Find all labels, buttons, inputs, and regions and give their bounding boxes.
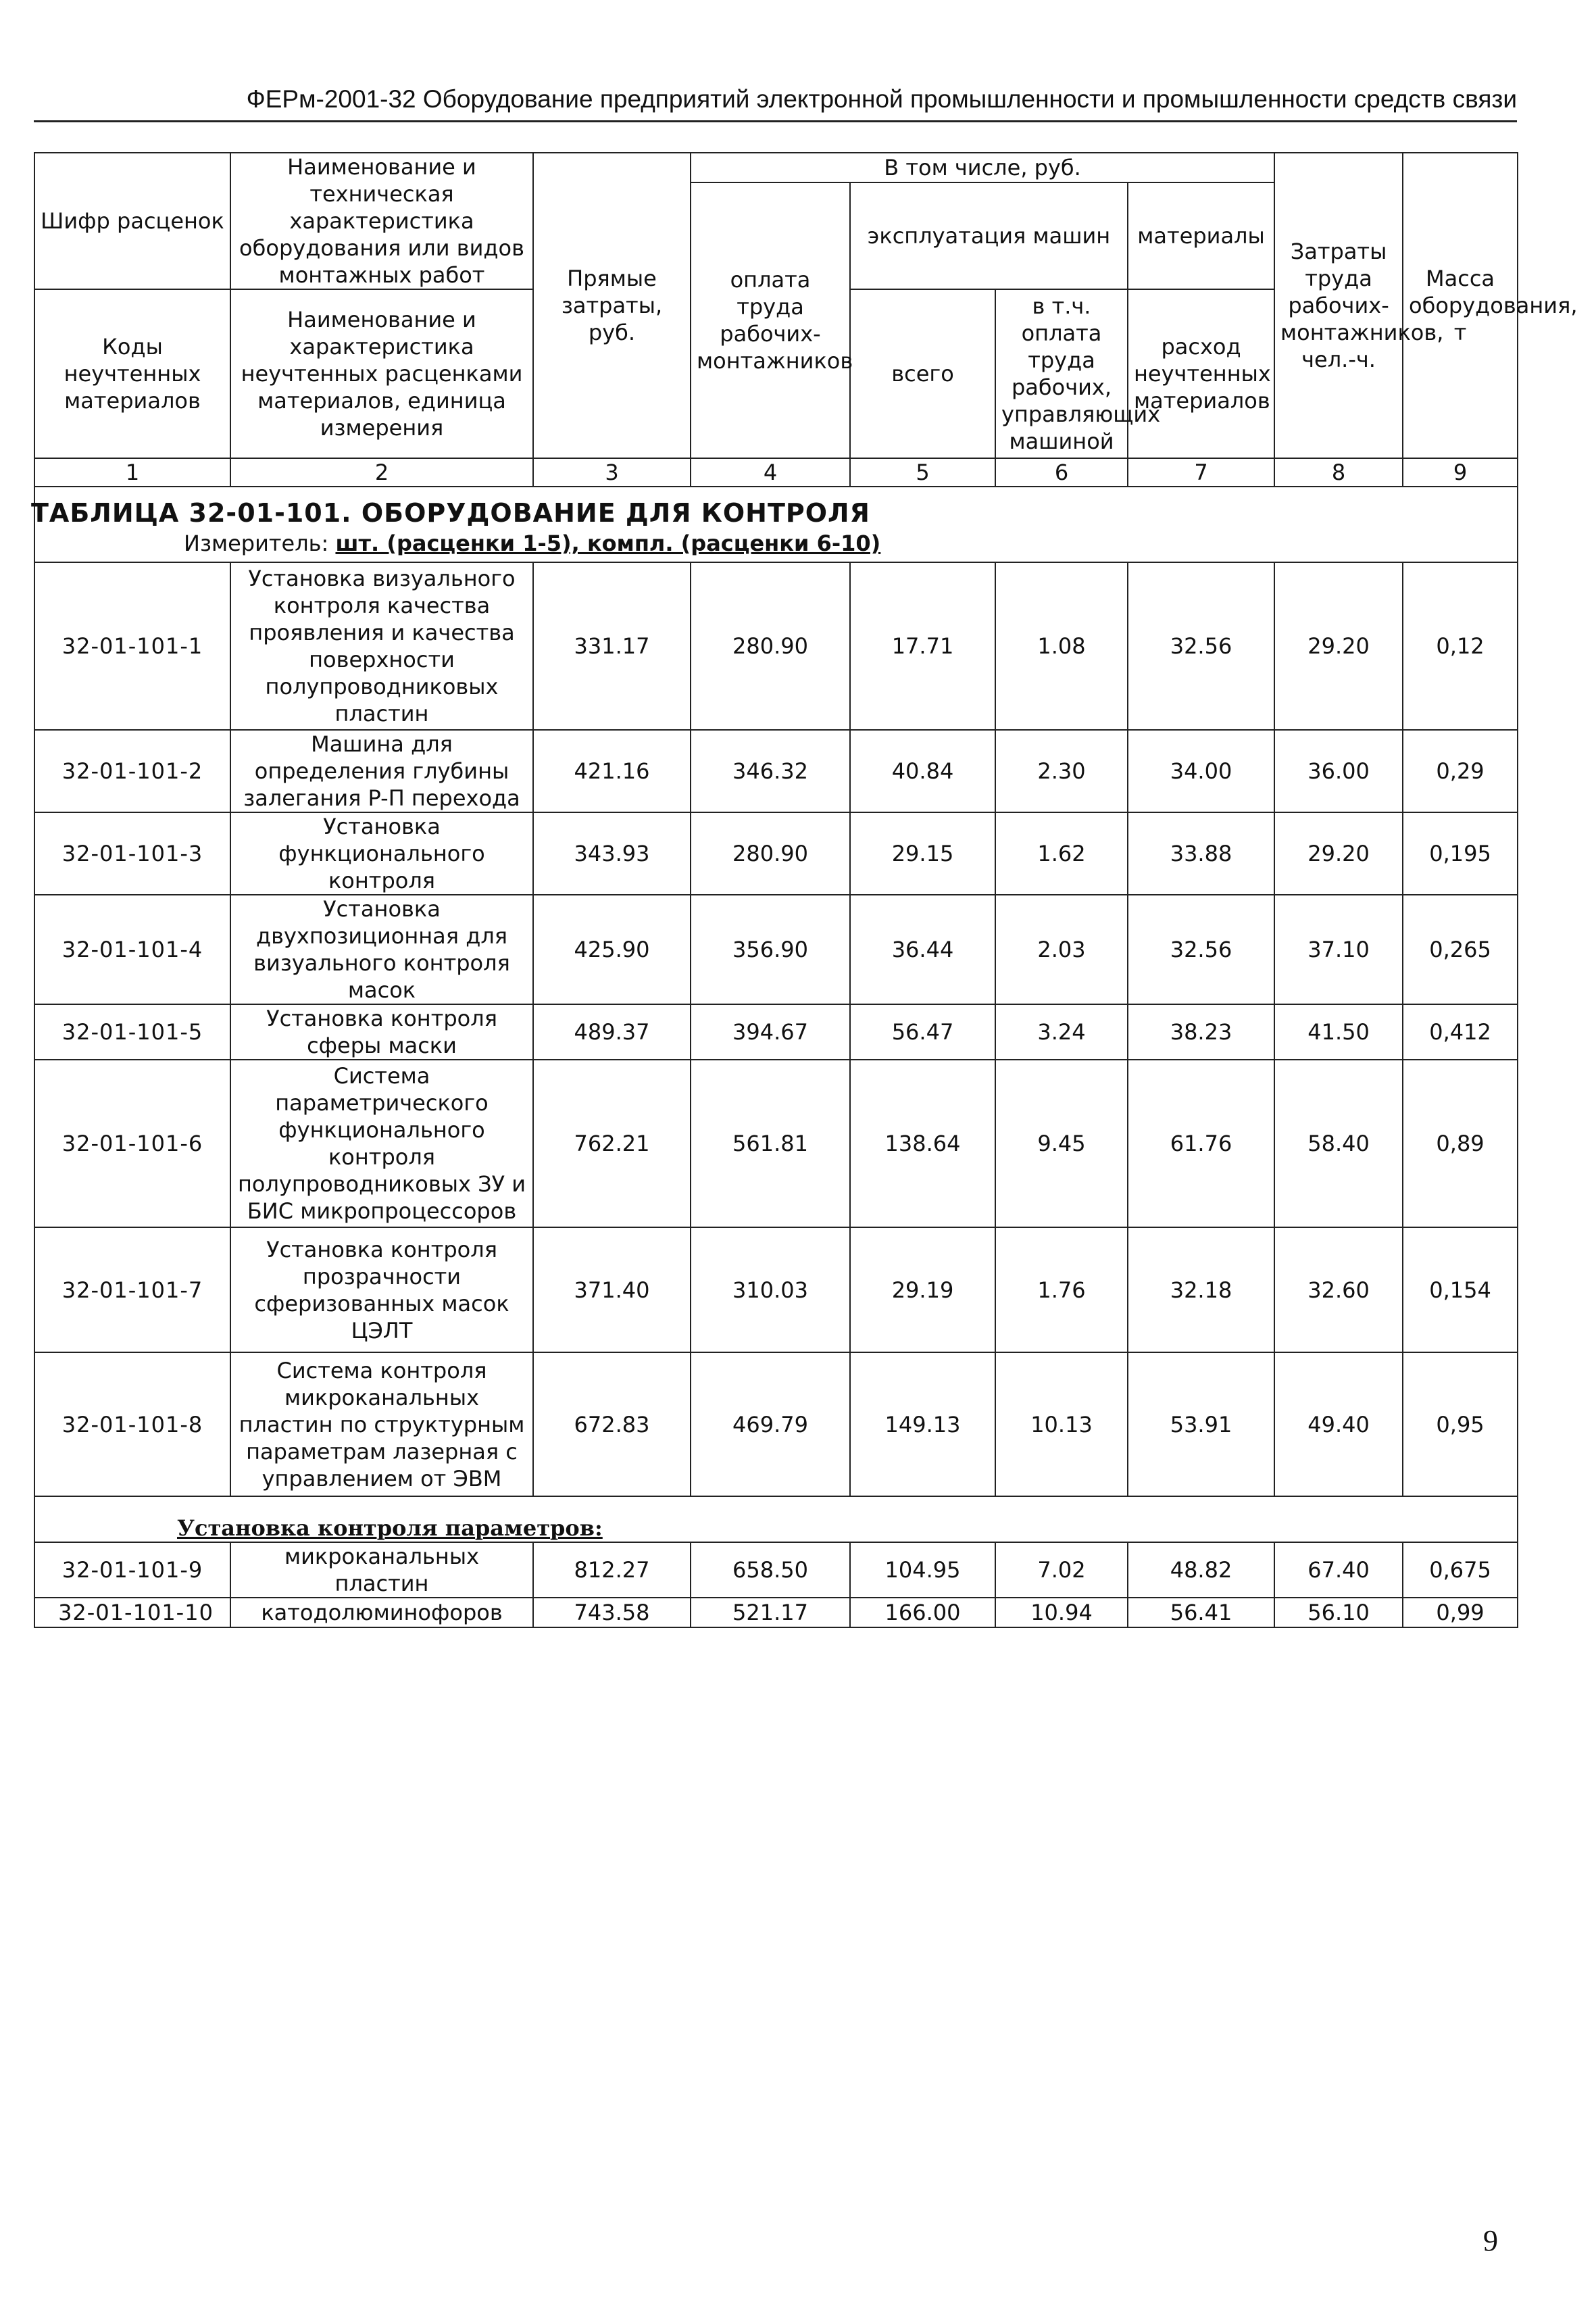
row-name: Машина для определения глубины залегания P-П перехода: [230, 730, 533, 812]
row-code: 32-01-101-5: [34, 1004, 230, 1060]
row-machines: 56.47: [850, 1004, 995, 1060]
row-materials: 48.82: [1128, 1542, 1274, 1598]
row-labor: 346.32: [691, 730, 850, 812]
row-mass: 0,675: [1403, 1542, 1518, 1598]
row-code: 32-01-101-3: [34, 812, 230, 895]
unit-line: [184, 530, 1517, 557]
row-name: Установка двухпозиционная для визуального контроля масок: [230, 895, 533, 1004]
row-mass: 0,412: [1403, 1004, 1518, 1060]
header-massa: Масса оборудования, т: [1403, 153, 1518, 458]
column-number: 9: [1403, 458, 1518, 487]
row-labor: 469.79: [691, 1352, 850, 1496]
unit-value: шт. (расценки 1-5), компл. (расценки 6-10): [335, 531, 881, 556]
row-materials: 32.18: [1128, 1227, 1274, 1352]
row-code: 32-01-101-4: [34, 895, 230, 1004]
header-materialy: материалы: [1128, 182, 1274, 289]
row-materials: 61.76: [1128, 1060, 1274, 1227]
header-rashod: расход неучтенных материалов: [1128, 289, 1274, 458]
header-v-t-ch: в т.ч. оплата труда рабочих, управляющих машиной: [995, 289, 1128, 458]
row-name: Установка функционального контроля: [230, 812, 533, 895]
row-direct: 762.21: [533, 1060, 691, 1227]
row-labor: 356.90: [691, 895, 850, 1004]
row-code: 32-01-101-1: [34, 562, 230, 730]
table-row: [34, 1598, 1518, 1627]
price-table: [31, 152, 1578, 1628]
row-direct: 421.16: [533, 730, 691, 812]
unit-label: Измеритель:: [184, 531, 329, 556]
column-number: 1: [34, 458, 230, 487]
page-number: 9: [1483, 2224, 1498, 2257]
row-name: Установка контроля прозрачности сферизованных масок ЦЭЛТ: [230, 1227, 533, 1352]
row-mass: 0,154: [1403, 1227, 1518, 1352]
header-v-tom-chisle: В том числе, руб.: [691, 153, 1274, 182]
row-hours: 37.10: [1274, 895, 1403, 1004]
header-kody: Коды неучтенных материалов: [34, 289, 230, 458]
row-machines: 29.15: [850, 812, 995, 895]
row-machines: 138.64: [850, 1060, 995, 1227]
section-title-text: Установка контроля параметров:: [177, 1515, 603, 1541]
column-number: 8: [1274, 458, 1403, 487]
row-machines: 40.84: [850, 730, 995, 812]
row-machines-labor: 2.03: [995, 895, 1128, 1004]
header-vsego: всего: [850, 289, 995, 458]
row-machines-labor: 9.45: [995, 1060, 1128, 1227]
table-row: [34, 1227, 1518, 1352]
header-rule: [34, 120, 1517, 122]
table-row: [34, 562, 1518, 730]
row-machines: 104.95: [850, 1542, 995, 1598]
row-direct: 743.58: [533, 1598, 691, 1627]
table-row: [34, 812, 1518, 895]
row-code: 32-01-101-9: [34, 1542, 230, 1598]
row-machines-labor: 10.94: [995, 1598, 1128, 1627]
column-number: 7: [1128, 458, 1274, 487]
row-materials: 32.56: [1128, 562, 1274, 730]
column-number: 6: [995, 458, 1128, 487]
row-name: Установка контроля сферы маски: [230, 1004, 533, 1060]
running-header: ФЕРм-2001-32 Оборудование предприятий электронной промышленности и промышленности средств связи: [246, 85, 1517, 113]
table-row: [34, 1004, 1518, 1060]
row-direct: 672.83: [533, 1352, 691, 1496]
row-name: микроканальных пластин: [230, 1542, 533, 1598]
row-code: 32-01-101-10: [34, 1598, 230, 1627]
column-number: 5: [850, 458, 995, 487]
row-hours: 32.60: [1274, 1227, 1403, 1352]
row-hours: 29.20: [1274, 562, 1403, 730]
row-labor: 394.67: [691, 1004, 850, 1060]
row-mass: 0,89: [1403, 1060, 1518, 1227]
table-row: [34, 1542, 1518, 1598]
row-direct: 371.40: [533, 1227, 691, 1352]
row-labor: 658.50: [691, 1542, 850, 1598]
header-shifr: Шифр расценок: [34, 153, 230, 289]
column-number: 2: [230, 458, 533, 487]
row-materials: 33.88: [1128, 812, 1274, 895]
row-mass: 0,29: [1403, 730, 1518, 812]
row-name: Установка визуального контроля качества проявления и качества поверхности полупроводниковых пластин: [230, 562, 533, 730]
row-machines: 17.71: [850, 562, 995, 730]
row-direct: 812.27: [533, 1542, 691, 1598]
row-name: катодолюминофоров: [230, 1598, 533, 1627]
row-name: Система параметрического функционального контроля полупроводниковых ЗУ и БИС микропроцессоров: [230, 1060, 533, 1227]
row-direct: 343.93: [533, 812, 691, 895]
row-name: Система контроля микроканальных пластин по структурным параметрам лазерная с управлением от ЭВМ: [230, 1352, 533, 1496]
row-labor: 280.90: [691, 812, 850, 895]
row-machines: 166.00: [850, 1598, 995, 1627]
column-number: 4: [691, 458, 850, 487]
row-labor: 310.03: [691, 1227, 850, 1352]
row-machines: 36.44: [850, 895, 995, 1004]
table-title: ТАБЛИЦА 32-01-101. ОБОРУДОВАНИЕ ДЛЯ КОНТРОЛЯ: [31, 498, 870, 528]
row-mass: 0,12: [1403, 562, 1518, 730]
row-machines: 149.13: [850, 1352, 995, 1496]
row-mass: 0,95: [1403, 1352, 1518, 1496]
row-hours: 67.40: [1274, 1542, 1403, 1598]
section-title: [34, 1496, 1518, 1542]
row-hours: 41.50: [1274, 1004, 1403, 1060]
row-materials: 56.41: [1128, 1598, 1274, 1627]
table-row: [34, 1352, 1518, 1496]
row-direct: 331.17: [533, 562, 691, 730]
row-hours: 58.40: [1274, 1060, 1403, 1227]
table-row: [34, 895, 1518, 1004]
row-machines-labor: 3.24: [995, 1004, 1128, 1060]
row-machines-labor: 7.02: [995, 1542, 1128, 1598]
header-oplata: оплата труда рабочих-монтажников: [691, 182, 850, 458]
table-row: [34, 1060, 1518, 1227]
row-labor: 280.90: [691, 562, 850, 730]
row-materials: 38.23: [1128, 1004, 1274, 1060]
row-hours: 36.00: [1274, 730, 1403, 812]
table-caption: [31, 487, 1518, 562]
row-machines-labor: 1.76: [995, 1227, 1128, 1352]
table-row: [34, 730, 1518, 812]
row-materials: 34.00: [1128, 730, 1274, 812]
row-hours: 56.10: [1274, 1598, 1403, 1627]
row-code: 32-01-101-2: [34, 730, 230, 812]
header-naim-bottom: Наименование и характеристика неучтенных расценками материалов, единица измерения: [230, 289, 533, 458]
row-code: 32-01-101-6: [34, 1060, 230, 1227]
row-code: 32-01-101-7: [34, 1227, 230, 1352]
row-hours: 29.20: [1274, 812, 1403, 895]
row-machines-labor: 2.30: [995, 730, 1128, 812]
header-ekspl: эксплуатация машин: [850, 182, 1128, 289]
header-zatraty: Затраты труда рабочих-монтажников, чел.-ч.: [1274, 153, 1403, 458]
row-materials: 32.56: [1128, 895, 1274, 1004]
row-machines: 29.19: [850, 1227, 995, 1352]
column-number: 3: [533, 458, 691, 487]
row-labor: 561.81: [691, 1060, 850, 1227]
row-direct: 425.90: [533, 895, 691, 1004]
header-naim-top: Наименование и техническая характеристика оборудования или видов монтажных работ: [230, 153, 533, 289]
row-mass: 0,99: [1403, 1598, 1518, 1627]
row-labor: 521.17: [691, 1598, 850, 1627]
row-direct: 489.37: [533, 1004, 691, 1060]
row-mass: 0,265: [1403, 895, 1518, 1004]
row-code: 32-01-101-8: [34, 1352, 230, 1496]
header-pryamye: Прямые затраты, руб.: [533, 153, 691, 458]
row-machines-labor: 1.62: [995, 812, 1128, 895]
row-mass: 0,195: [1403, 812, 1518, 895]
row-machines-labor: 1.08: [995, 562, 1128, 730]
row-materials: 53.91: [1128, 1352, 1274, 1496]
row-machines-labor: 10.13: [995, 1352, 1128, 1496]
row-hours: 49.40: [1274, 1352, 1403, 1496]
